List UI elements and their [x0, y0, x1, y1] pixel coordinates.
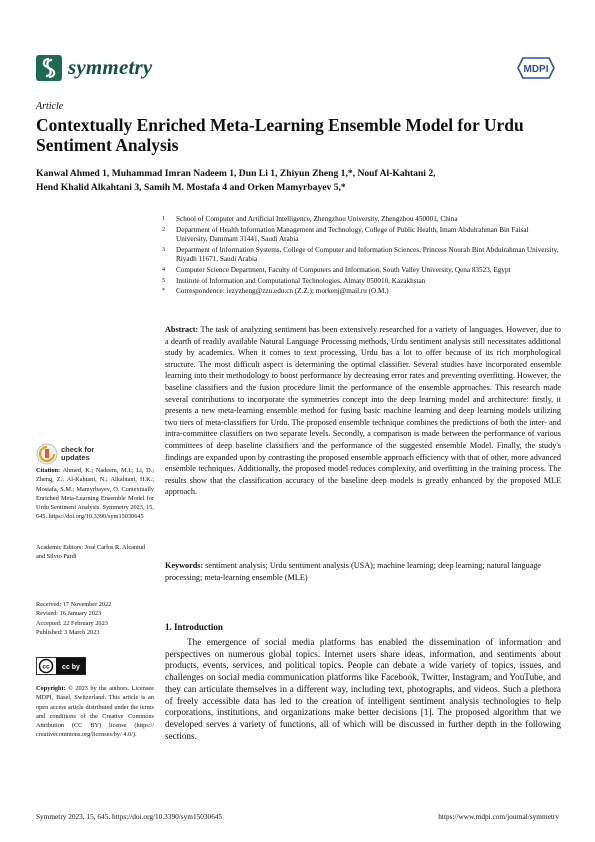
published-date: Published: 3 March 2023: [36, 628, 100, 636]
received-date: Received: 17 November 2022: [36, 601, 112, 608]
introduction-paragraph: The emergence of social media platforms has enabled the dissemination of information and perspectives on numerous global topics. Internet users share ideas, information, and sentiments about products, events, services, and political topics. People can debate a wide variety of topics, issues, and challenges on social media communication platforms like Facebook, Twitter, Instagram, and YouTube, and they can articulate themselves in a different way, including text, photographs, and videos. Such a plethora of freely accessible data has led to the creation of intelligent sentiment analysis technologies to help corporations, institutions, and organizations make better decisions [1]. The proposed algorithm that we developed serves a variety of functions, all of which will be discussed in further depth in the following sections.: [165, 637, 561, 741]
affiliation-item: 2 Department of Health Information Management and Technology, College of Public Health, Imam Abdulrahman Bin Faisal University, Dammam 31441, Saudi Arabia: [162, 225, 529, 243]
mdpi-logo-text: MDPI: [523, 64, 549, 75]
keywords-text: sentiment analysis; Urdu sentiment analysis (USA); machine learning; deep learning; natural language processing; meta-learning ensemble (MLE): [165, 561, 542, 582]
revised-date: Revised: 16 January 2023: [36, 610, 102, 618]
journal-logo-icon: [36, 55, 62, 81]
check-updates-icon[interactable]: [36, 443, 58, 465]
article-dates: [36, 600, 154, 637]
copyright-label: Copyright:: [36, 685, 66, 692]
affiliation-item: 5 Institute of Information and Computational Technologies, Almaty 050010, Kazakhstan: [162, 276, 426, 285]
citation-label: Citation:: [36, 467, 61, 474]
correspondence: * Correspondence: iezyzheng@zzu.edu.cn (Z.Z.); morkenj@mail.ru (O.M.): [162, 287, 389, 296]
citation: [36, 466, 154, 522]
svg-text:cc by: cc by: [62, 664, 80, 671]
abstract-text: The task of analyzing sentiment has been extensively researched for a variety of languages. However, due to a dearth of readily available Natural Language Processing methods, Urdu sentiment analysis still necessitates additional study by academics. When it comes to text processing, Urdu has a lot to offer because of its rich morphological structure. The most difficult aspect is determining the optimal classifier. Several studies have incorporated ensemble learning into their methodology to boost performance by decreasing error rates and preventing overfitting. However, the baseline classifiers and the fusion procedure limit the performance of the ensemble approaches. This research made several contributions to incorporate the symmetries concept into the deep learning model and architecture: firstly, it presents a new meta-learning ensemble method for fusing basic machine learning and deep learning models utilizing two tiers of meta-classifiers for Urdu. The proposed ensemble technique combines the predictions of both the inter- and intra-committee classifiers on two separate levels. Secondly, a comparison is made between the performance of various committees of deep baseline classifiers and the performance of the suggested ensemble Model. Finally, the study's findings are expanded upon by contrasting the proposed ensemble approach efficiency with that of other, more advanced ensemble techniques. Additionally, the proposed model reduces complexity, and overfitting in the training process. The results show that the classification accuracy of the baseline deep models is greatly enhanced by the proposed MLE approach.: [165, 325, 561, 497]
academic-editors: Academic Editors: José Carlos R. Alcantud and Silvio Pardi: [36, 544, 146, 561]
article-type-label: Article: [36, 101, 64, 112]
authors-line-2: Hend Khalid Alkahtani 3, Samih M. Mostafa 4 and Orken Mamyrbayev 5,*: [36, 182, 346, 193]
affiliation-item: 3 Department of Information Systems, College of Computer and Information Sciences, Princess Nourah Bint Abdulrahman University, Riyadh 11671, Saudi Arabia: [162, 245, 559, 263]
abstract: [165, 324, 561, 498]
section-heading: 1. Introduction: [165, 622, 223, 632]
copyright-text: © 2023 by the authors. Licensee MDPI, Basel, Switzerland. This article is an open access article distributed under the terms and conditions of the Creative Commons Attribution (CC BY) license (https:// creativecommons.org/licenses/by/ 4.0/).: [36, 685, 154, 739]
citation-text: Ahmed, K.; Nadeem, M.I.; Li, D.; Zheng, Z.; Al-Kahtani, N.; Alkahtani, H.K.; Mostafa, S.M.; Mamyrbayev, O. Contextually Enriched Meta-Learning Ensemble Model for Urdu Sentiment Analysis. Symmetry 2023, 15, 645. https://doi.org/10.3390/sym15030645: [36, 467, 154, 521]
journal-name[interactable]: symmetry: [68, 55, 153, 79]
affiliations: [162, 215, 562, 298]
keywords-label: Keywords:: [165, 561, 204, 570]
affiliation-item: 4 Computer Science Department, Faculty of Computers and Information, South Valley University, Qena 83523, Egypt: [162, 265, 511, 274]
svg-text:cc: cc: [42, 663, 50, 671]
author-list: [36, 167, 556, 195]
copyright-notice: [36, 684, 154, 740]
cc-by-license-icon[interactable]: [36, 657, 86, 675]
authors-line-1: Kanwal Ahmed 1, Muhammad Imran Nadeem 1, Dun Li 1, Zhiyun Zheng 1,*, Nouf Al-Kahtani 2,: [36, 168, 436, 179]
paper-title: Contextually Enriched Meta-Learning Ensemble Model for Urdu Sentiment Analysis: [36, 115, 524, 155]
mdpi-logo-icon[interactable]: [517, 57, 555, 79]
footer-citation[interactable]: Symmetry 2023, 15, 645. https://doi.org/10.3390/sym15030645: [36, 812, 223, 821]
check-updates-button[interactable]: check for updates: [61, 445, 95, 462]
abstract-label: Abstract:: [165, 325, 199, 334]
accepted-date: Accepted: 22 February 2023: [36, 619, 108, 627]
keywords: [165, 560, 561, 583]
affiliation-item: 1 School of Computer and Artificial Intelligence, Zhengzhou University, Zhengzhou 450001, China: [162, 215, 458, 223]
footer-journal-url[interactable]: https://www.mdpi.com/journal/symmetry: [438, 812, 559, 821]
